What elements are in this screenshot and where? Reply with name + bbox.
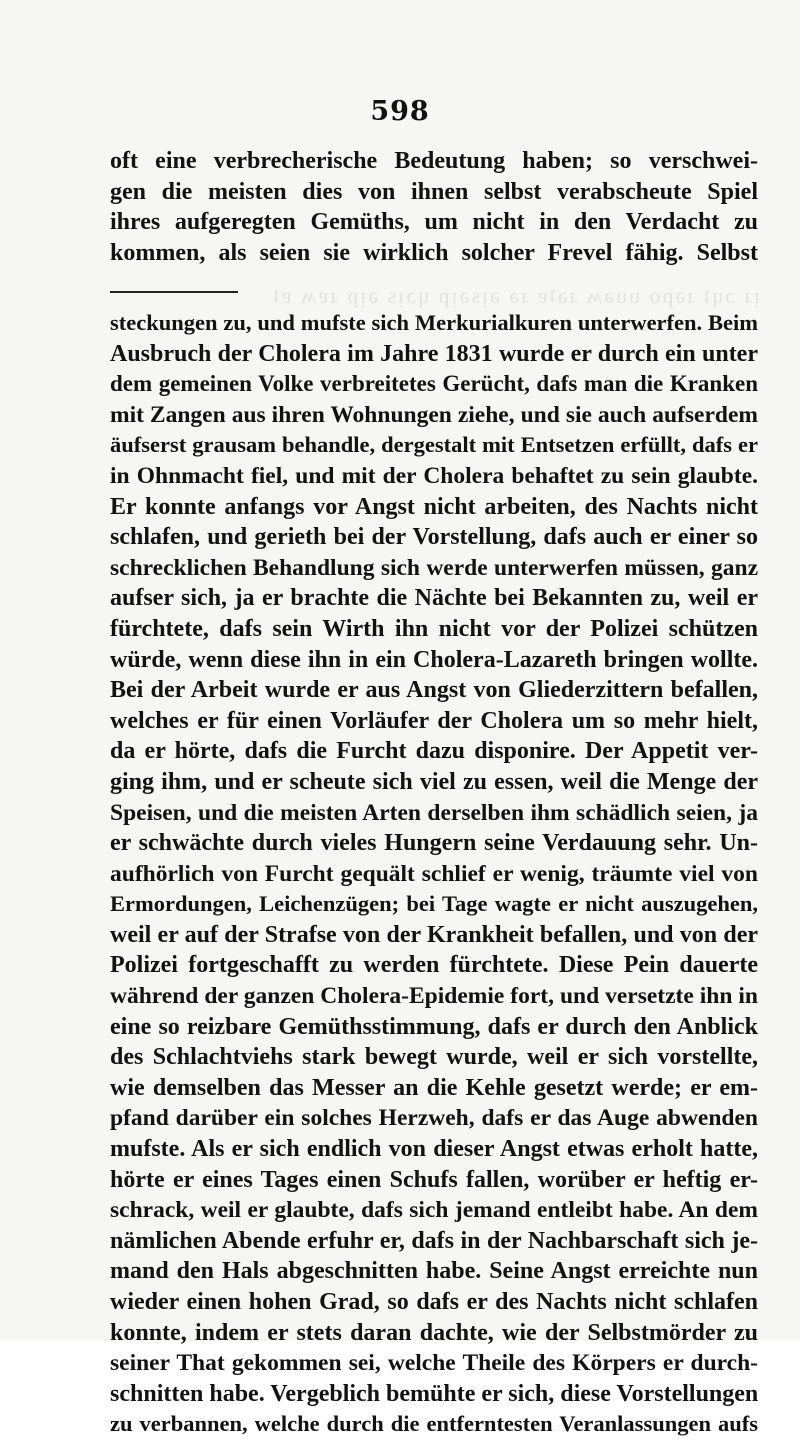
- text-line: Speisen, und die meisten Arten derselben ihm schädlich seien, ja: [110, 799, 758, 826]
- main-text-top: [110, 146, 758, 268]
- text-line: aufhörlich von Furcht gequält schlief er wenig, träumte viel von: [110, 860, 758, 887]
- text-line: Ausbruch der Cholera im Jahre 1831 wurde er durch ein unter: [110, 340, 758, 367]
- text-line: würde, wenn diese ihn in ein Cholera-Lazareth bringen wollte.: [110, 646, 758, 673]
- text-line: seiner That gekommen sei, welche Theile des Körpers er durch-: [110, 1350, 758, 1377]
- text-line: Bei der Arbeit wurde er aus Angst von Gliederzittern befallen,: [110, 677, 758, 704]
- main-text-body: [110, 308, 758, 1440]
- text-line: aufser sich, ja er brachte die Nächte bei Bekannten zu, weil er: [110, 585, 758, 612]
- text-line: nämlichen Abende erfuhr er, dafs in der Nachbarschaft sich je-: [110, 1227, 758, 1254]
- text-line: hörte er eines Tages einen Schufs fallen, worüber er heftig er-: [110, 1166, 758, 1193]
- text-line: konnte, indem er stets daran dachte, wie der Selbstmörder zu: [110, 1319, 758, 1346]
- text-line: in Ohnmacht fiel, und mit der Cholera behaftet zu sein glaubte.: [110, 462, 758, 489]
- page-number: 598: [370, 96, 430, 127]
- text-line: des Schlachtviehs stark bewegt wurde, weil er sich vorstellte,: [110, 1044, 758, 1071]
- text-line: schrecklichen Behandlung sich werde unterwerfen müssen, ganz: [110, 554, 758, 581]
- text-line: gen die meisten dies von ihnen selbst verabscheute Spiel: [110, 178, 758, 205]
- text-line: zu verbannen, welche durch die entferntesten Veranlassungen aufs: [110, 1411, 758, 1437]
- text-line: ihres aufgeregten Gemüths, um nicht in den Verdacht zu: [110, 209, 758, 236]
- text-line: Ermordungen, Leichenzügen; bei Tage wagte er nicht auszugehen,: [110, 891, 758, 917]
- text-line: schnitten habe. Vergeblich bemühte er sich, diese Vorstellungen: [110, 1380, 759, 1407]
- text-line: äufserst grausam behandle, dergestalt mit Entsetzen erfüllt, dafs er: [110, 432, 758, 458]
- text-line: Polizei fortgeschafft zu werden fürchtete. Diese Pein dauerte: [110, 952, 758, 979]
- text-line: er schwächte durch vieles Hungern seine Verdauung sehr. Un-: [110, 830, 758, 857]
- text-line: Er konnte anfangs vor Angst nicht arbeiten, des Nachts nicht: [110, 493, 758, 520]
- text-line: schlafen, und gerieth bei der Vorstellung, dafs auch er einer so: [110, 524, 758, 551]
- text-line: schrack, weil er glaubte, dafs sich jemand entleibt habe. An dem: [110, 1197, 758, 1224]
- text-line: welches er für einen Vorläufer der Cholera um so mehr hielt,: [110, 707, 758, 734]
- text-line: steckungen zu, und mufste sich Merkurialkuren unterwerfen. Beim: [110, 310, 758, 335]
- text-line: wie demselben das Messer an die Kehle gesetzt werde; er em-: [110, 1074, 758, 1101]
- section-rule: [110, 291, 238, 293]
- text-line: fürchtete, dafs sein Wirth ihn nicht vor der Polizei schützen: [110, 615, 758, 642]
- text-line: kommen, als seien sie wirklich solcher Frevel fähig. Selbst: [110, 239, 758, 266]
- text-line: mufste. Als er sich endlich von dieser Angst etwas erholt hatte,: [110, 1136, 758, 1163]
- text-line: da er hörte, dafs die Furcht dazu disponire. Der Appetit ver-: [110, 738, 758, 765]
- text-line: oft eine verbrecherische Bedeutung haben; so verschwei-: [110, 148, 758, 174]
- text-line: mand den Hals abgeschnitten habe. Seine Angst erreichte nun: [110, 1258, 758, 1285]
- text-line: pfand darüber ein solches Herzweh, dafs er das Auge abwenden: [110, 1105, 758, 1132]
- text-line: während der ganzen Cholera-Epidemie fort, und versetzte ihn in: [110, 983, 758, 1010]
- text-line: wieder einen hohen Grad, so dafs er des Nachts nicht schlafen: [110, 1289, 758, 1315]
- text-line: ging ihm, und er scheute sich viel zu essen, weil die Menge der: [110, 768, 758, 795]
- text-line: mit Zangen aus ihren Wohnungen ziehe, und sie auch aufserdem: [110, 401, 758, 428]
- text-line: weil er auf der Strafse von der Krankheit befallen, und von der: [110, 921, 758, 948]
- bleed-through-shadow: ᴉɹ ɔɥʇ ɹǝpo uuǝʍ ɹǝʇɐ ɹǝ ǝᴉsǝᴉp ɥɔᴉs ǝᴉp ɹɐʍ ɐʇ: [271, 283, 760, 308]
- text-line: eine so reizbare Gemüthsstimmung, dafs er durch den Anblick: [110, 1013, 758, 1040]
- text-line: dem gemeinen Volke verbreitetes Gerücht, dafs man die Kranken: [110, 371, 758, 397]
